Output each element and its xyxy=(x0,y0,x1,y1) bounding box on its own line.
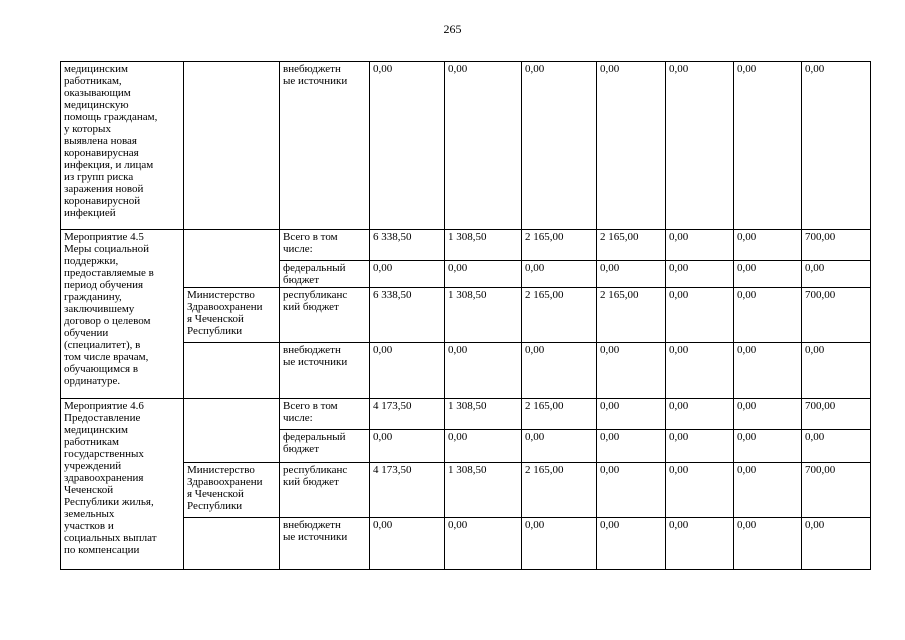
event-cell: Мероприятие 4.6 Предоставление медицинским работникам государственных учреждений здравоохранения Чеченской Республики жилья, земельных участков и социальных выплат по компенсации xyxy=(61,399,184,570)
table-row xyxy=(61,399,871,430)
value-cell: 0,00 xyxy=(445,343,522,399)
value-cell: 2 165,00 xyxy=(522,399,597,430)
value-cell: 6 338,50 xyxy=(370,288,445,343)
org-cell xyxy=(184,399,280,463)
value-cell: 0,00 xyxy=(597,463,666,518)
value-cell: 0,00 xyxy=(370,62,445,230)
value-cell: 0,00 xyxy=(522,62,597,230)
value-cell: 700,00 xyxy=(802,463,871,518)
value-cell: 2 165,00 xyxy=(597,288,666,343)
value-cell: 0,00 xyxy=(666,399,734,430)
org-cell xyxy=(184,230,280,288)
value-cell: 0,00 xyxy=(445,430,522,463)
value-cell: 0,00 xyxy=(666,62,734,230)
source-cell: республиканс кий бюджет xyxy=(280,288,370,343)
value-cell: 0,00 xyxy=(802,518,871,570)
value-cell: 0,00 xyxy=(734,230,802,261)
value-cell: 1 308,50 xyxy=(445,399,522,430)
value-cell: 0,00 xyxy=(734,399,802,430)
org-cell xyxy=(184,518,280,570)
value-cell: 0,00 xyxy=(522,430,597,463)
value-cell: 1 308,50 xyxy=(445,288,522,343)
value-cell: 0,00 xyxy=(370,343,445,399)
value-cell: 0,00 xyxy=(522,261,597,288)
value-cell: 0,00 xyxy=(597,261,666,288)
value-cell: 0,00 xyxy=(802,430,871,463)
value-cell: 0,00 xyxy=(370,261,445,288)
org-cell xyxy=(184,62,280,230)
value-cell: 1 308,50 xyxy=(445,463,522,518)
value-cell: 0,00 xyxy=(370,430,445,463)
value-cell: 0,00 xyxy=(597,399,666,430)
value-cell: 2 165,00 xyxy=(522,288,597,343)
table-row xyxy=(61,62,871,230)
value-cell: 0,00 xyxy=(734,261,802,288)
source-cell: внебюджетн ые источники xyxy=(280,343,370,399)
source-cell: республиканс кий бюджет xyxy=(280,463,370,518)
value-cell: 0,00 xyxy=(666,430,734,463)
value-cell: 0,00 xyxy=(802,343,871,399)
value-cell: 0,00 xyxy=(734,463,802,518)
value-cell: 0,00 xyxy=(666,261,734,288)
value-cell: 0,00 xyxy=(666,343,734,399)
value-cell: 2 165,00 xyxy=(522,463,597,518)
value-cell: 0,00 xyxy=(597,430,666,463)
value-cell: 700,00 xyxy=(802,230,871,261)
source-cell: внебюджетн ые источники xyxy=(280,518,370,570)
value-cell: 0,00 xyxy=(666,288,734,343)
source-cell: Всего в том числе: xyxy=(280,399,370,430)
value-cell: 0,00 xyxy=(734,518,802,570)
org-cell xyxy=(184,343,280,399)
value-cell: 6 338,50 xyxy=(370,230,445,261)
value-cell: 4 173,50 xyxy=(370,463,445,518)
value-cell: 0,00 xyxy=(802,62,871,230)
source-cell: федеральный бюджет xyxy=(280,261,370,288)
budget-table xyxy=(60,61,871,570)
event-cell: медицинским работникам, оказывающим медицинскую помощь гражданам, у которых выявлена новая коронавирусная инфекция, и лицам из групп риска заражения новой коронавирусной инфекцией xyxy=(61,62,184,230)
source-cell: Всего в том числе: xyxy=(280,230,370,261)
value-cell: 0,00 xyxy=(445,518,522,570)
value-cell: 0,00 xyxy=(734,430,802,463)
value-cell: 0,00 xyxy=(445,62,522,230)
value-cell: 0,00 xyxy=(597,62,666,230)
source-cell: внебюджетн ые источники xyxy=(280,62,370,230)
page-number: 265 xyxy=(443,22,462,36)
value-cell: 1 308,50 xyxy=(445,230,522,261)
value-cell: 2 165,00 xyxy=(597,230,666,261)
value-cell: 700,00 xyxy=(802,399,871,430)
value-cell: 700,00 xyxy=(802,288,871,343)
value-cell: 0,00 xyxy=(734,343,802,399)
value-cell: 0,00 xyxy=(666,463,734,518)
value-cell: 0,00 xyxy=(734,288,802,343)
value-cell: 0,00 xyxy=(597,343,666,399)
value-cell: 0,00 xyxy=(370,518,445,570)
value-cell: 0,00 xyxy=(666,518,734,570)
source-cell: федеральный бюджет xyxy=(280,430,370,463)
value-cell: 2 165,00 xyxy=(522,230,597,261)
value-cell: 0,00 xyxy=(445,261,522,288)
value-cell: 0,00 xyxy=(666,230,734,261)
org-cell: Министерство Здравоохранени я Чеченской Республики xyxy=(184,288,280,343)
value-cell: 4 173,50 xyxy=(370,399,445,430)
value-cell: 0,00 xyxy=(802,261,871,288)
event-cell: Мероприятие 4.5 Меры социальной поддержки, предоставляемые в период обучения гражданину, заключившему договор о целевом обучении (специалитет), в том числе врачам, обучающимся в ординатуре. xyxy=(61,230,184,399)
value-cell: 0,00 xyxy=(522,343,597,399)
value-cell: 0,00 xyxy=(597,518,666,570)
table-row xyxy=(61,230,871,261)
value-cell: 0,00 xyxy=(734,62,802,230)
value-cell: 0,00 xyxy=(522,518,597,570)
org-cell: Министерство Здравоохранени я Чеченской Республики xyxy=(184,463,280,518)
